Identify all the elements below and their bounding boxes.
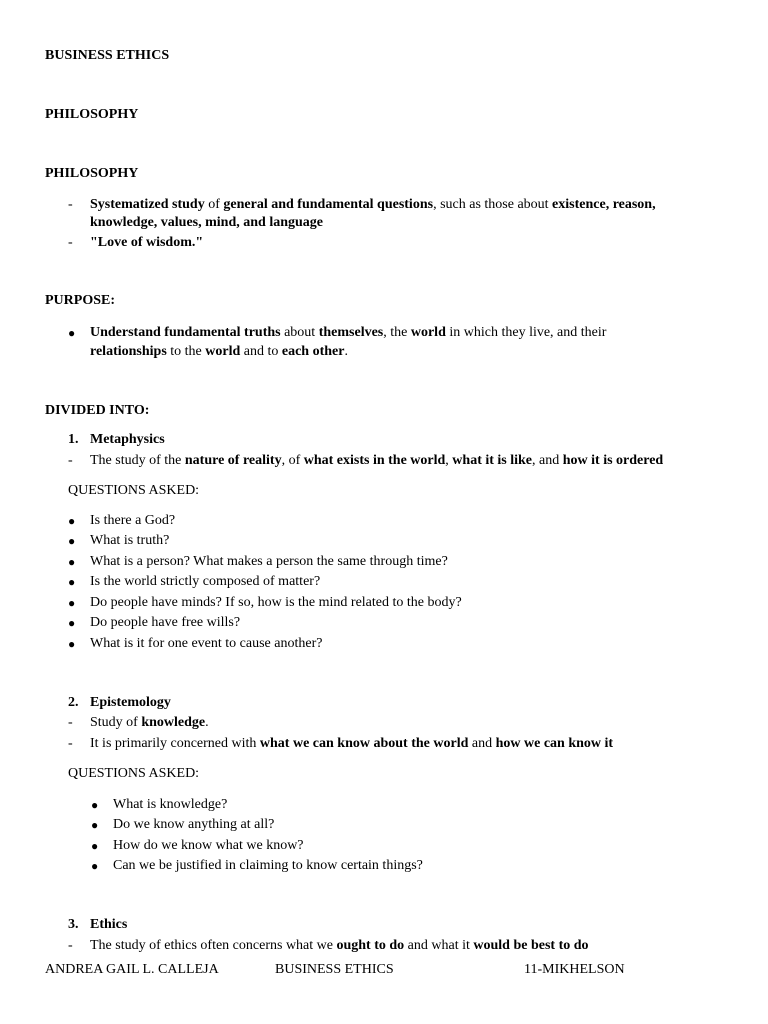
bullet-icon: ● — [91, 839, 99, 853]
list-item: What is a person? What makes a person the same through time? — [90, 554, 448, 569]
dash-marker: - — [68, 453, 73, 468]
bullet-icon: ● — [68, 575, 76, 589]
section-heading-philosophy: PHILOSOPHY — [45, 107, 139, 122]
document-title: BUSINESS ETHICS — [45, 48, 170, 63]
divided-into-heading: DIVIDED INTO: — [45, 403, 150, 418]
section-heading-philosophy-2: PHILOSOPHY — [45, 166, 139, 181]
dash-marker: - — [68, 736, 73, 751]
bullet-icon: ● — [68, 326, 76, 340]
dash-marker: - — [68, 938, 73, 953]
bullet-icon: ● — [68, 514, 76, 528]
footer-section: 11-MIKHELSON — [524, 962, 625, 977]
philosophy-definition-line-2: knowledge, values, mind, and language — [90, 215, 323, 230]
epistemology-heading: Epistemology — [90, 695, 171, 710]
philosophy-definition-line-1: Systematized study of general and fundamental questions, such as those about existence, reason, — [90, 197, 656, 212]
list-item: Do people have free wills? — [90, 615, 241, 630]
metaphysics-definition: The study of the nature of reality, of what exists in the world, what it is like, and how it is ordered — [90, 453, 664, 468]
list-item: Is the world strictly composed of matter? — [90, 574, 321, 589]
bullet-icon: ● — [91, 818, 99, 832]
philosophy-definition-love-of-wisdom: "Love of wisdom." — [90, 235, 204, 250]
metaphysics-number: 1. — [68, 432, 79, 447]
metaphysics-heading: Metaphysics — [90, 432, 165, 447]
epistemology-questions-label: QUESTIONS ASKED: — [68, 766, 200, 781]
bullet-icon: ● — [68, 555, 76, 569]
list-item: Is there a God? — [90, 513, 176, 528]
metaphysics-questions-label: QUESTIONS ASKED: — [68, 483, 200, 498]
ethics-number: 3. — [68, 917, 79, 932]
dash-marker: - — [68, 235, 73, 250]
purpose-heading: PURPOSE: — [45, 293, 115, 308]
dash-marker: - — [68, 715, 73, 730]
bullet-icon: ● — [68, 534, 76, 548]
list-item: Do people have minds? If so, how is the mind related to the body? — [90, 595, 462, 610]
bullet-icon: ● — [68, 637, 76, 651]
purpose-line-2: relationships to the world and to each other. — [90, 344, 348, 359]
epistemology-definition-2: It is primarily concerned with what we can know about the world and how we can know it — [90, 736, 614, 751]
bullet-icon: ● — [91, 859, 99, 873]
list-item: How do we know what we know? — [113, 838, 304, 853]
purpose-line-1: Understand fundamental truths about themselves, the world in which they live, and their — [90, 325, 607, 340]
footer-subject: BUSINESS ETHICS — [275, 962, 394, 977]
bullet-icon: ● — [68, 616, 76, 630]
list-item: What is knowledge? — [113, 797, 228, 812]
epistemology-number: 2. — [68, 695, 79, 710]
list-item: Can we be justified in claiming to know certain things? — [113, 858, 423, 873]
dash-marker: - — [68, 197, 73, 212]
list-item: Do we know anything at all? — [113, 817, 275, 832]
footer-author: ANDREA GAIL L. CALLEJA — [45, 962, 219, 977]
ethics-definition: The study of ethics often concerns what we ought to do and what it would be best to do — [90, 938, 589, 953]
list-item: What is truth? — [90, 533, 170, 548]
epistemology-definition-1: Study of knowledge. — [90, 715, 209, 730]
list-item: What is it for one event to cause another? — [90, 636, 323, 651]
bullet-icon: ● — [91, 798, 99, 812]
ethics-heading: Ethics — [90, 917, 128, 932]
bullet-icon: ● — [68, 596, 76, 610]
